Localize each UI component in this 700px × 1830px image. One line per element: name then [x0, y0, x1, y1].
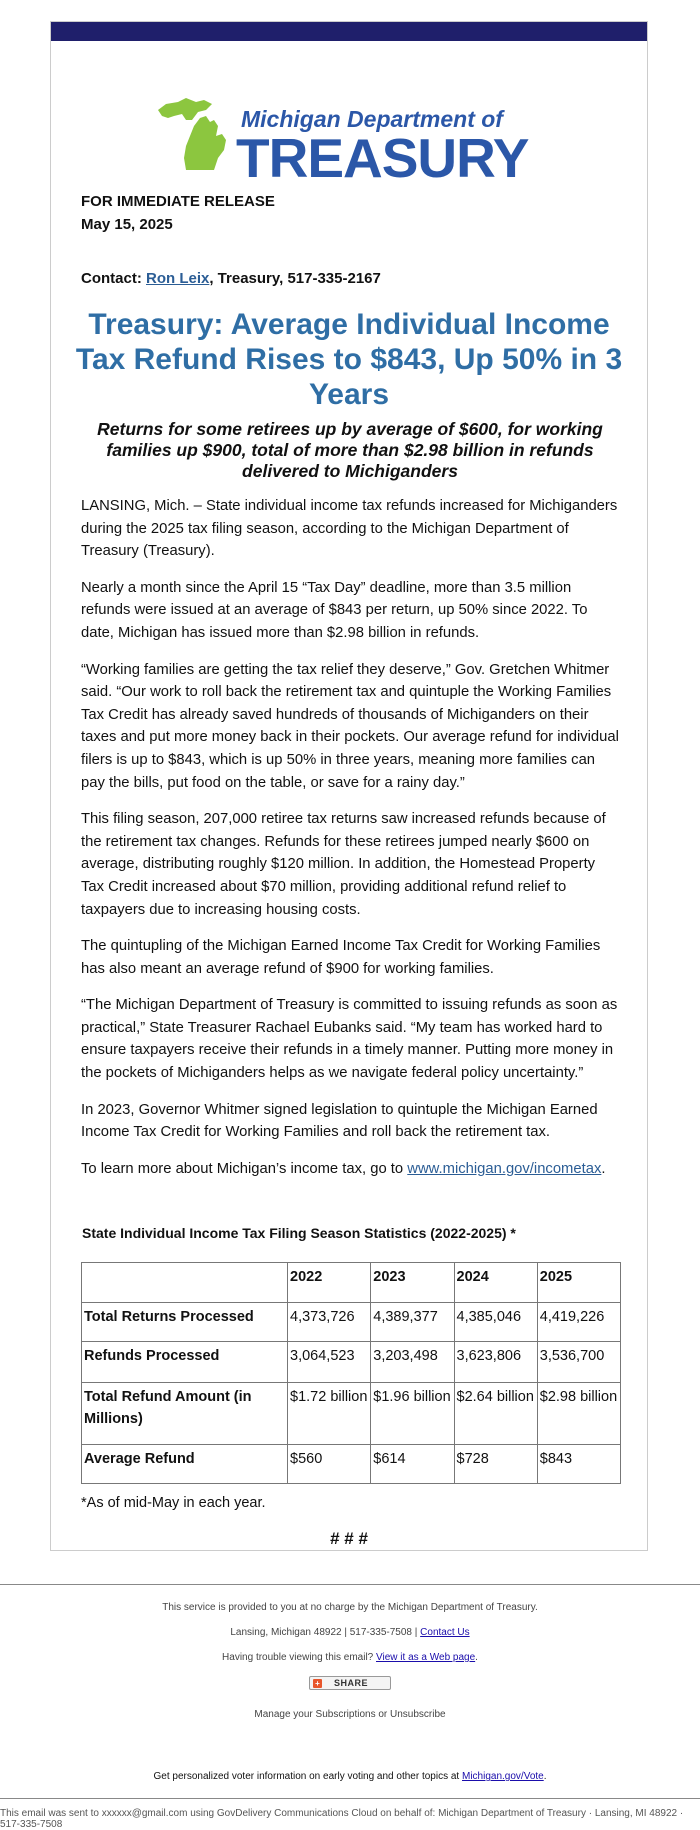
- paragraph-2: Nearly a month since the April 15 “Tax Day” deadline, more than 3.5 million refunds were issued at an average of $843 per return, up 50% since 2022. To date, Michigan has issued more than $2.98 billion in refunds.: [81, 579, 588, 641]
- table-cell: 4,419,226: [537, 1303, 620, 1342]
- footer-trouble-text: Having trouble viewing this email?: [222, 1652, 377, 1663]
- table-row: [82, 1383, 621, 1445]
- table-cell: $1.72 billion: [288, 1383, 371, 1445]
- footer-service-note: This service is provided to you at no charge by the Michigan Department of Treasury.: [162, 1602, 538, 1613]
- paragraph-6: “The Michigan Department of Treasury is committed to issuing refunds as soon as practical,” State Treasurer Rachael Eubanks said. “My team has worked hard to ensure taxpayers receive their refunds in a timely manner. Putting more money in the pockets of Michiganders helps as we navigate federal policy uncertainty.”: [81, 997, 618, 1082]
- contact-line: [81, 270, 381, 287]
- share-label: SHARE: [334, 1678, 369, 1688]
- table-cell: 3,064,523: [288, 1342, 371, 1383]
- release-date: May 15, 2025: [81, 216, 173, 233]
- release-label: FOR IMMEDIATE RELEASE: [81, 193, 275, 210]
- subheadline: Returns for some retirees up by average of $600, for working families up $900, total of more than $2.98 billion in refunds delivered to Michiganders: [97, 419, 603, 481]
- contact-label: Contact:: [81, 270, 146, 287]
- table-title: State Individual Income Tax Filing Season Statistics (2022-2025) *: [82, 1225, 516, 1241]
- table-row: [82, 1342, 621, 1383]
- contact-details: , Treasury, 517-335-2167: [209, 270, 381, 287]
- release-block: [81, 190, 275, 236]
- voter-text: Get personalized voter information on early voting and other topics at: [153, 1771, 462, 1782]
- email-card: [50, 21, 648, 1551]
- bottom-divider: [0, 1798, 700, 1799]
- row-label: Total Refund Amount (in Millions): [82, 1383, 288, 1445]
- year-header: 2024: [454, 1263, 537, 1303]
- voter-link[interactable]: Michigan.gov/Vote: [462, 1771, 544, 1782]
- footer-address-line: [0, 1627, 700, 1638]
- year-header: 2022: [288, 1263, 371, 1303]
- table-cell: $2.98 billion: [537, 1383, 620, 1445]
- paragraph-3: “Working families are getting the tax relief they deserve,” Gov. Gretchen Whitmer said. “Our work to roll back the retirement tax and quintuple the Working Families Tax Credit has already saved hundreds of thousands of Michiganders on their taxes and put more money back in their pockets. Our average refund for individual filers is up to $843, which is up 50% in three years, meaning more families can pay the bills, put food on the table, or save for a rainy day.”: [81, 661, 619, 791]
- logo-treasury-text: TREASURY: [236, 127, 529, 189]
- incometax-link[interactable]: www.michigan.gov/incometax: [407, 1160, 602, 1177]
- contact-us-link[interactable]: Contact Us: [420, 1627, 470, 1638]
- contact-name-link[interactable]: Ron Leix: [146, 270, 210, 287]
- table-footnote: *As of mid-May in each year.: [81, 1495, 266, 1511]
- learn-more-paragraph: [81, 1158, 621, 1181]
- table-cell: 3,536,700: [537, 1342, 620, 1383]
- table-cell: 3,623,806: [454, 1342, 537, 1383]
- footer-trouble-end: .: [475, 1652, 478, 1663]
- table-cell: 4,373,726: [288, 1303, 371, 1342]
- manage-subscriptions-link[interactable]: Manage your Subscriptions or Unsubscribe: [254, 1709, 446, 1720]
- year-header: 2023: [371, 1263, 454, 1303]
- table-row: [82, 1303, 621, 1342]
- treasury-logo: [156, 84, 536, 188]
- learn-more-end: .: [601, 1160, 606, 1177]
- footer-address: Lansing, Michigan 48922 | 517-335-7508 |: [230, 1627, 421, 1638]
- statistics-table: [81, 1262, 621, 1484]
- share-plus-icon: +: [313, 1679, 322, 1688]
- table-cell: 3,203,498: [371, 1342, 454, 1383]
- row-label: Total Returns Processed: [82, 1303, 288, 1342]
- row-label: Average Refund: [82, 1445, 288, 1484]
- share-button[interactable]: [309, 1676, 391, 1690]
- sent-to-note: This email was sent to xxxxxx@gmail.com using GovDelivery Communications Cloud on behalf of: Michigan Department of Treasury · Lansing, MI 48922 · 517-335-7508: [0, 1808, 684, 1830]
- row-label: Refunds Processed: [82, 1342, 288, 1383]
- table-corner-cell: [82, 1263, 288, 1303]
- view-web-page-link[interactable]: View it as a Web page: [376, 1652, 476, 1663]
- table-row: [82, 1445, 621, 1484]
- logo-department-text: Michigan Department of: [241, 106, 503, 132]
- year-header: 2025: [537, 1263, 620, 1303]
- table-header-row: [82, 1263, 621, 1303]
- paragraph-1: LANSING, Mich. – State individual income tax refunds increased for Michiganders during the 2025 tax filing season, according to the Michigan Department of Treasury (Treasury).: [81, 498, 618, 560]
- table-cell: $560: [288, 1445, 371, 1484]
- table-cell: 4,389,377: [371, 1303, 454, 1342]
- article-body: [81, 495, 621, 1194]
- learn-more-text: To learn more about Michigan’s income tax, go to: [81, 1160, 408, 1177]
- headline: Treasury: Average Individual Income Tax Refund Rises to $843, Up 50% in 3 Years: [75, 308, 623, 411]
- voter-end: .: [543, 1771, 547, 1782]
- table-cell: $2.64 billion: [454, 1383, 537, 1445]
- table-cell: $1.96 billion: [371, 1383, 454, 1445]
- footer-trouble-line: [0, 1652, 700, 1663]
- table-cell: $843: [537, 1445, 620, 1484]
- table-cell: 4,385,046: [454, 1303, 537, 1342]
- table-cell: $728: [454, 1445, 537, 1484]
- paragraph-5: The quintupling of the Michigan Earned Income Tax Credit for Working Families has also meant an average refund of $900 for working families.: [81, 938, 601, 977]
- paragraph-7: In 2023, Governor Whitmer signed legislation to quintuple the Michigan Earned Income Tax Credit for Working Families and roll back the retirement tax.: [81, 1101, 598, 1141]
- top-banner-bar: [51, 22, 647, 41]
- footer-divider: [0, 1584, 700, 1585]
- paragraph-4: This filing season, 207,000 retiree tax returns saw increased refunds because of the retirement tax changes. Refunds for these retirees jumped nearly $600 on average, distributing roughly $120 million. In addition, the Homestead Property Tax Credit increased about $70 million, providing additional refund relief to taxpayers due to increasing housing costs.: [81, 811, 606, 918]
- footer-voter-line: [0, 1771, 700, 1782]
- table-cell: $614: [371, 1445, 454, 1484]
- michigan-map-icon: [156, 96, 236, 172]
- end-mark: # # #: [330, 1529, 368, 1548]
